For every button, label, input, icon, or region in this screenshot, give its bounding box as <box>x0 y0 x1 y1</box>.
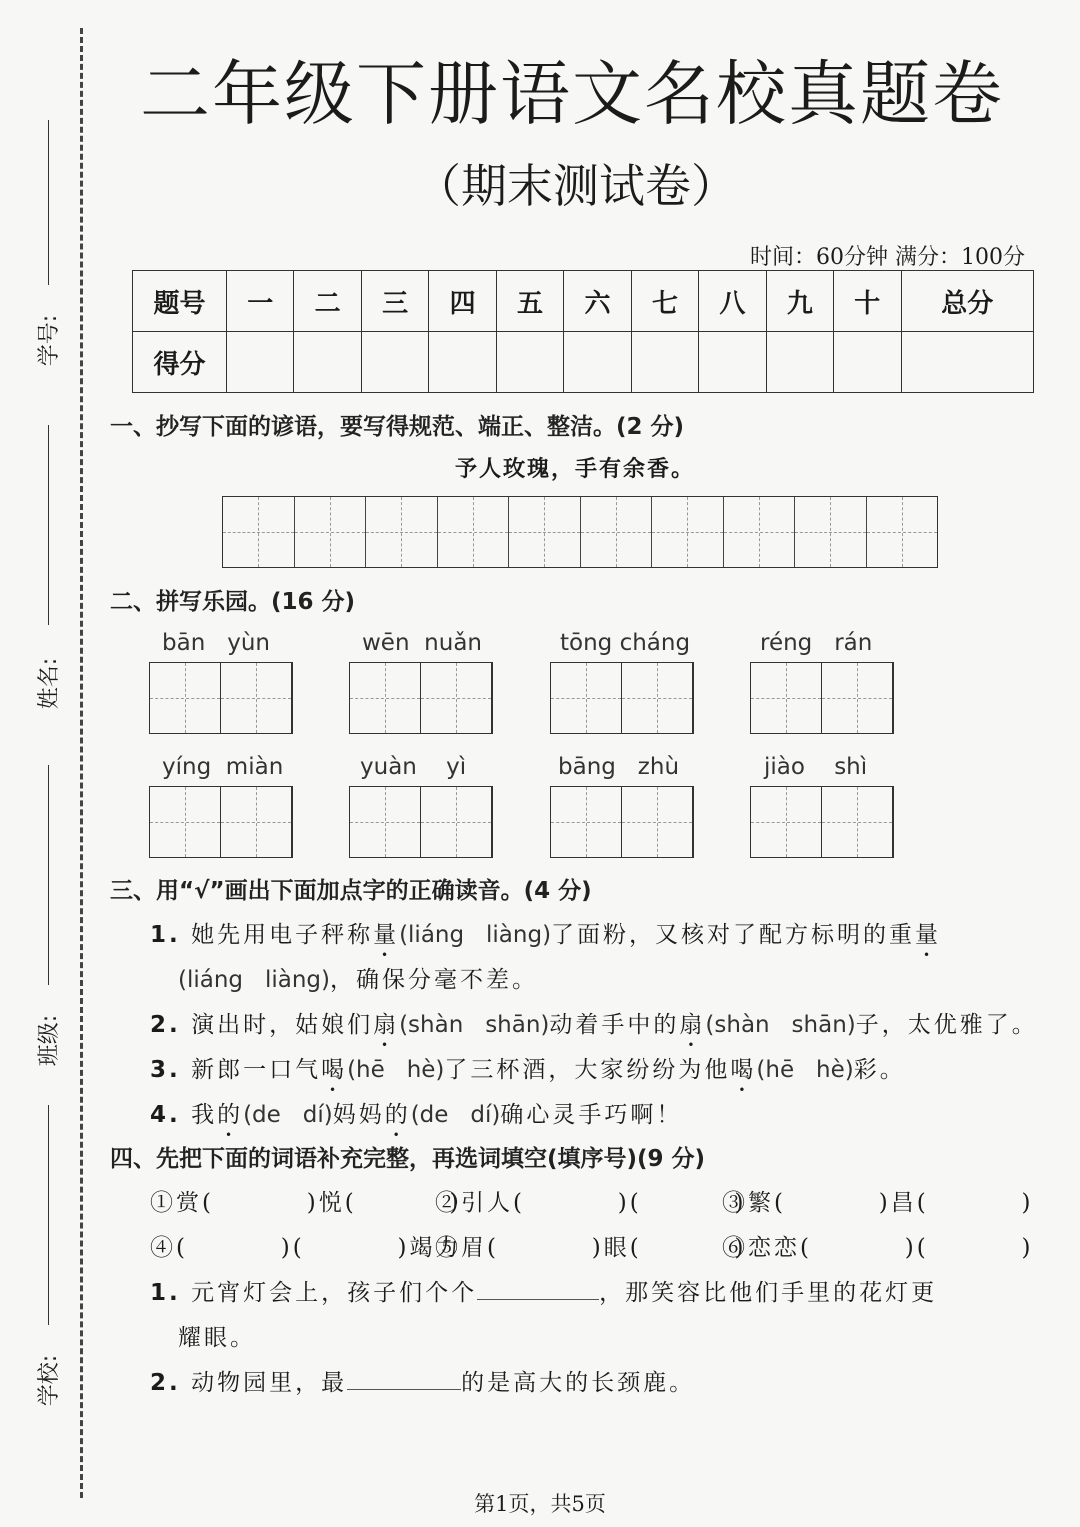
question-3-4: 4. 我的(de dí)妈妈的(de dí)确心灵手巧啊！ <box>150 1102 683 1128</box>
score-header-cell: 九 <box>766 271 833 332</box>
pinyin-label: yíng miàn <box>162 754 284 780</box>
xuexiao-line <box>48 1105 49 1325</box>
xuehao-label: 学号: <box>37 314 63 367</box>
tian-grid[interactable] <box>550 786 694 858</box>
score-header-cell: 一 <box>227 271 294 332</box>
question-3-3: 3. 新郎一口气喝(hē hè)了三杯酒，大家纷纷为他喝(hē hè)彩。 <box>150 1057 906 1083</box>
pinyin-label: réng rán <box>760 630 873 656</box>
score-header-cell: 总分 <box>901 271 1033 332</box>
word-item: ②引人( )( ) <box>435 1190 747 1216</box>
score-cell[interactable] <box>631 332 698 393</box>
score-header-cell: 四 <box>429 271 496 332</box>
section1-heading: 一、抄写下面的谚语，要写得规范、端正、整洁。(2 分) <box>110 414 685 440</box>
score-cell[interactable] <box>496 332 563 393</box>
question-4-2: 2. 动物园里，最 的是高大的长颈鹿。 <box>150 1370 696 1396</box>
score-header-cell: 三 <box>361 271 428 332</box>
score-cell[interactable] <box>766 332 833 393</box>
answer-blank[interactable] <box>347 1389 461 1390</box>
score-cell[interactable] <box>901 332 1033 393</box>
banji-line <box>48 765 49 985</box>
time-info: 时间：60分钟 满分：100分 <box>750 245 1025 270</box>
score-header-row <box>133 271 1034 332</box>
binding-dashed-line <box>80 28 83 1498</box>
pinyin-label: bāng zhù <box>558 754 680 780</box>
question-number: 3. <box>150 1057 181 1083</box>
page-title: 二年级下册语文名校真题卷 <box>140 53 1004 135</box>
question-3-1-line2: (liáng liàng)，确保分毫不差。 <box>178 967 538 993</box>
proverb-text: 予人玫瑰，手有余香。 <box>455 456 696 482</box>
score-cell[interactable] <box>429 332 496 393</box>
question-number: 4. <box>150 1102 181 1128</box>
xuexiao-label: 学校: <box>37 1354 63 1407</box>
page-footer: 第1页，共5页 <box>474 1492 606 1516</box>
pinyin-label: wēn nuǎn <box>362 630 482 656</box>
tian-grid[interactable] <box>149 786 293 858</box>
question-number: 2. <box>150 1012 181 1038</box>
banji-label: 班级: <box>37 1014 63 1067</box>
tian-grid[interactable] <box>550 662 694 734</box>
tian-grid[interactable] <box>149 662 293 734</box>
pinyin-label: jiào shì <box>764 754 868 780</box>
pinyin-label: yuàn yì <box>360 754 467 780</box>
score-header-cell: 题号 <box>133 271 227 332</box>
score-cell[interactable] <box>564 332 631 393</box>
xuehao-line <box>48 120 49 285</box>
answer-blank[interactable] <box>477 1299 599 1300</box>
question-number: 1. <box>150 922 181 948</box>
question-number: 2. <box>150 1370 181 1396</box>
score-cell[interactable] <box>227 332 294 393</box>
score-value-row <box>133 332 1034 393</box>
score-header-cell: 十 <box>834 271 901 332</box>
section4-heading: 四、先把下面的词语补充完整，再选词填空(填序号)(9 分) <box>110 1146 706 1172</box>
score-header-cell: 五 <box>496 271 563 332</box>
xingming-label: 姓名: <box>37 657 63 710</box>
tian-grid[interactable] <box>349 662 493 734</box>
word-item: ③繁( )昌( ) <box>722 1190 1034 1216</box>
score-header-cell: 八 <box>699 271 766 332</box>
word-item: ①赏( )悦( ) <box>150 1190 462 1216</box>
score-header-cell: 二 <box>294 271 361 332</box>
xingming-line <box>48 425 49 625</box>
score-header-cell: 七 <box>631 271 698 332</box>
word-item: ⑥恋恋( )( ) <box>722 1235 1034 1261</box>
question-4-1-line2: 耀眼。 <box>178 1325 256 1351</box>
question-3-1: 1. 她先用电子秤称量(liáng liàng)了面粉，又核对了配方标明的重量 <box>150 922 942 948</box>
score-header-cell: 六 <box>564 271 631 332</box>
pinyin-label: tōng cháng <box>560 630 691 656</box>
score-cell[interactable] <box>834 332 901 393</box>
score-cell[interactable] <box>699 332 766 393</box>
question-4-1: 1. 元宵灯会上，孩子们个个 ，那笑容比他们手里的花灯更 <box>150 1280 938 1306</box>
tian-grid[interactable] <box>349 786 493 858</box>
score-table <box>132 270 1034 393</box>
word-item: ⑤眉( )眼( ) <box>435 1235 747 1261</box>
copy-writing-grid[interactable] <box>222 496 938 568</box>
question-number: 1. <box>150 1280 181 1306</box>
score-row-label: 得分 <box>133 332 227 393</box>
section2-heading: 二、拼写乐园。(16 分) <box>110 589 356 615</box>
word-item: ④( )( )竭力 <box>150 1235 462 1261</box>
page-subtitle: （期末测试卷） <box>415 159 737 213</box>
score-cell[interactable] <box>294 332 361 393</box>
question-3-2: 2. 演出时，姑娘们扇(shàn shān)动着手中的扇(shàn shān)子，太优雅了。 <box>150 1012 1038 1038</box>
score-cell[interactable] <box>361 332 428 393</box>
tian-grid[interactable] <box>750 662 894 734</box>
tian-grid[interactable] <box>750 786 894 858</box>
pinyin-label: bān yùn <box>162 630 270 656</box>
section3-heading: 三、用“√”画出下面加点字的正确读音。(4 分) <box>110 878 592 904</box>
